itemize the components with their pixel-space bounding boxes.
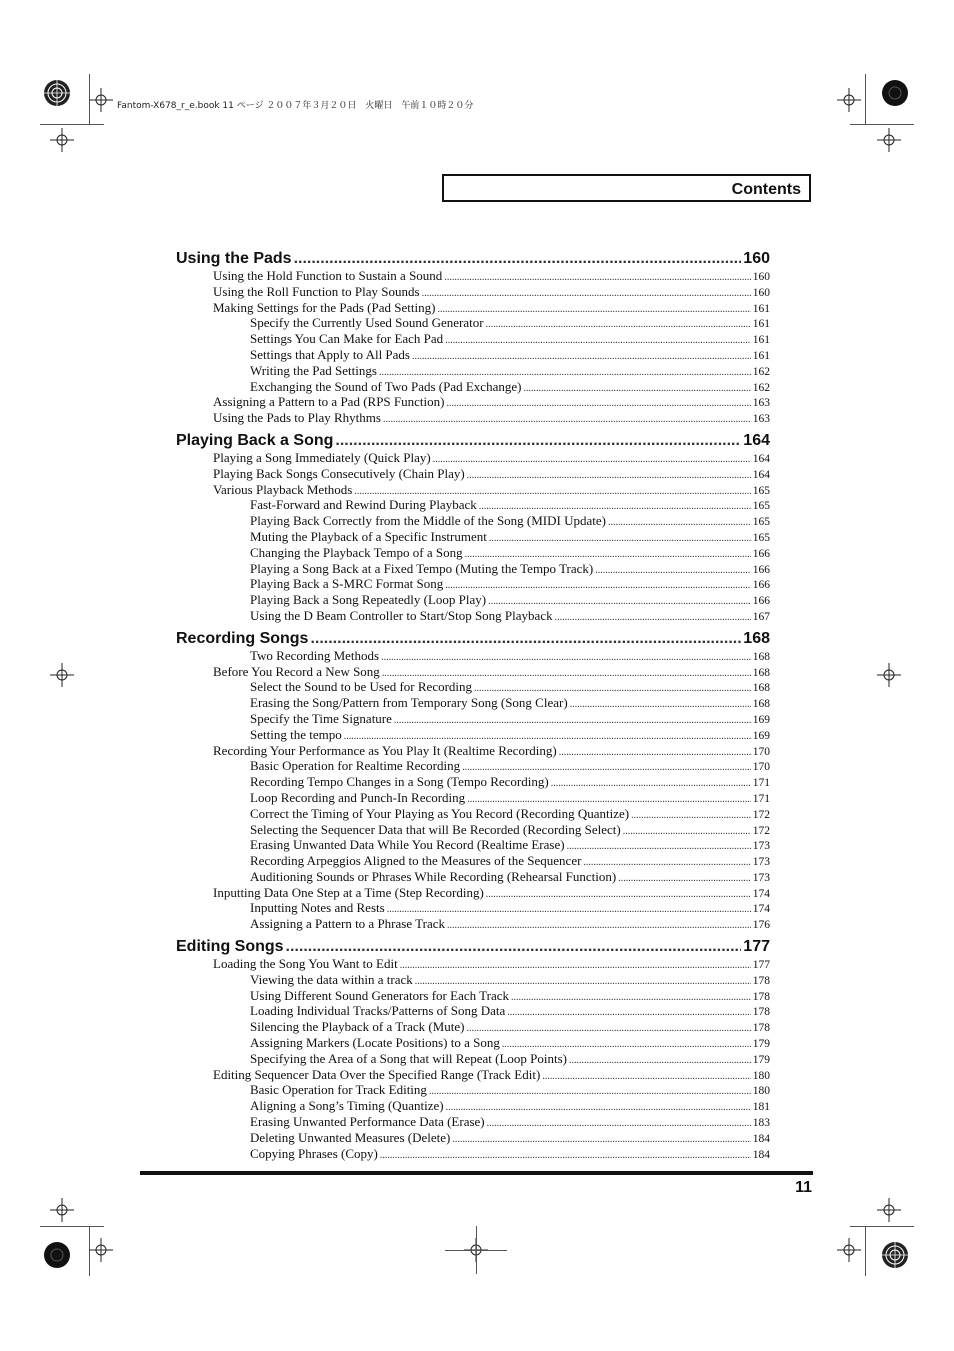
dot-leader — [446, 396, 750, 412]
toc-entry-title: Settings that Apply to All Pads — [250, 346, 410, 362]
dot-leader — [523, 381, 750, 397]
toc-entry-title: Making Settings for the Pads (Pad Setting) — [213, 299, 436, 315]
toc-entry[interactable] — [176, 1082, 770, 1098]
page-number: 11 — [795, 1179, 812, 1196]
toc-entry-title: Playing Back a S-MRC Format Song — [250, 576, 444, 592]
toc-entry[interactable] — [176, 790, 770, 806]
toc-entry-page: 177 — [752, 959, 770, 972]
section-title: Contents — [731, 181, 801, 198]
dot-leader — [437, 302, 750, 318]
toc-entry[interactable] — [176, 711, 770, 727]
dot-leader — [567, 839, 751, 855]
crosshair-icon — [50, 1198, 74, 1222]
dot-leader — [551, 776, 751, 792]
toc-entry-page: 163 — [752, 413, 770, 426]
toc-entry-page: 165 — [752, 531, 770, 544]
toc-entry-title: Copying Phrases (Copy) — [250, 1145, 378, 1161]
dot-leader — [608, 515, 751, 531]
toc-entry-page: 179 — [752, 1053, 770, 1066]
toc-entry[interactable] — [176, 972, 770, 988]
toc-entry[interactable] — [176, 853, 770, 869]
toc-entry-page: 165 — [752, 484, 770, 497]
crop-mark — [40, 124, 104, 125]
dot-leader — [446, 1100, 751, 1116]
toc-entry-title: Silencing the Playback of a Track (Mute) — [250, 1019, 465, 1035]
toc-entry[interactable] — [176, 1146, 770, 1162]
toc-entry-page: 161 — [752, 318, 770, 331]
toc-entry-page: 167 — [752, 610, 770, 623]
toc-entry-page: 168 — [752, 666, 770, 679]
toc-chapter-entry[interactable] — [176, 630, 770, 648]
toc-entry[interactable] — [176, 363, 770, 379]
table-of-contents — [176, 250, 770, 1161]
toc-entry[interactable] — [176, 1098, 770, 1114]
toc-entry-title: Editing Songs — [176, 938, 284, 956]
toc-entry[interactable] — [176, 608, 770, 624]
toc-entry-title: Writing the Pad Settings — [250, 362, 377, 378]
toc-entry[interactable] — [176, 379, 770, 395]
toc-entry[interactable] — [176, 347, 770, 363]
crosshair-icon — [50, 663, 74, 687]
dot-leader — [486, 317, 751, 333]
crop-mark — [850, 124, 914, 125]
footer-rule — [140, 1171, 813, 1175]
toc-entry[interactable] — [176, 315, 770, 331]
dot-leader — [383, 412, 751, 428]
toc-entry-title: Specify the Time Signature — [250, 710, 392, 726]
toc-entry-title: Erasing the Song/Pattern from Temporary Song (Song Clear) — [250, 695, 568, 711]
dot-leader — [445, 578, 751, 594]
toc-entry[interactable] — [176, 988, 770, 1004]
toc-entry-page: 173 — [752, 871, 770, 884]
registration-target-icon — [42, 1240, 72, 1270]
toc-entry-page: 161 — [752, 349, 770, 362]
crosshair-icon — [837, 1238, 861, 1262]
toc-entry-title: Muting the Playback of a Specific Instrument — [250, 528, 487, 544]
toc-entry-title: Playing Back Correctly from the Middle of the Song (MIDI Update) — [250, 513, 606, 529]
toc-entry-title: Recording Songs — [176, 629, 309, 647]
toc-entry-title: Two Recording Methods — [250, 647, 380, 663]
toc-entry-title: Before You Record a New Song — [213, 663, 380, 679]
toc-chapter-entry[interactable] — [176, 938, 770, 956]
crop-mark — [865, 74, 866, 124]
toc-entry-page: 165 — [752, 516, 770, 529]
toc-entry-title: Setting the tempo — [250, 726, 342, 742]
crosshair-icon — [877, 128, 901, 152]
toc-entry-page: 162 — [752, 381, 770, 394]
toc-entry-title: Playing Back a Song — [176, 431, 334, 449]
toc-entry[interactable] — [176, 497, 770, 513]
toc-entry-title: Specifying the Area of a Song that will Repeat (Loop Points) — [250, 1050, 567, 1066]
toc-entry-title: Using the Roll Function to Play Sounds — [213, 283, 420, 299]
toc-entry[interactable] — [176, 466, 770, 482]
toc-entry-page: 171 — [752, 777, 770, 790]
toc-chapter-entry[interactable] — [176, 250, 770, 268]
toc-entry-page: 173 — [752, 856, 770, 869]
toc-entry[interactable] — [176, 284, 770, 300]
toc-entry-page: 168 — [752, 682, 770, 695]
toc-entry[interactable] — [176, 1130, 770, 1146]
crosshair-icon — [50, 128, 74, 152]
toc-entry-title: Playing Back a Song Repeatedly (Loop Play) — [250, 592, 487, 608]
toc-entry[interactable] — [176, 410, 770, 426]
toc-entry-page: 169 — [752, 729, 770, 742]
toc-entry-page: 178 — [752, 1006, 770, 1019]
toc-entry[interactable] — [176, 774, 770, 790]
toc-entry[interactable] — [176, 837, 770, 853]
toc-entry-title: Selecting the Sequencer Data that will Be Recorded (Recording Select) — [250, 821, 621, 837]
toc-entry-title: Editing Sequencer Data Over the Specified Range (Track Edit) — [213, 1066, 541, 1082]
toc-entry-page: 178 — [752, 1022, 770, 1035]
toc-entry-page: 160 — [752, 271, 770, 283]
toc-entry-page: 169 — [752, 713, 770, 726]
dot-leader — [400, 958, 751, 974]
toc-entry-page: 176 — [752, 919, 770, 932]
dot-leader — [381, 650, 751, 666]
toc-entry[interactable] — [176, 1035, 770, 1051]
registration-target-icon — [880, 1240, 910, 1270]
toc-entry-title: Changing the Playback Tempo of a Song — [250, 544, 463, 560]
toc-entry-title: Inputting Notes and Rests — [250, 900, 385, 916]
toc-entry-title: Specify the Currently Used Sound Generator — [250, 315, 484, 331]
toc-entry-page: 174 — [752, 903, 770, 916]
toc-entry[interactable] — [176, 529, 770, 545]
crop-mark — [865, 1226, 866, 1276]
toc-entry-page: 177 — [743, 938, 770, 956]
toc-entry[interactable] — [176, 545, 770, 561]
toc-entry-page: 180 — [752, 1085, 770, 1098]
toc-entry-title: Playing a Song Immediately (Quick Play) — [213, 449, 431, 465]
toc-entry[interactable] — [176, 1051, 770, 1067]
toc-entry-page: 165 — [752, 500, 770, 513]
toc-entry-title: Aligning a Song’s Timing (Quantize) — [250, 1098, 444, 1114]
toc-entry-title: Deleting Unwanted Measures (Delete) — [250, 1129, 451, 1145]
toc-entry-page: 170 — [752, 745, 770, 758]
toc-entry-page: 166 — [752, 579, 770, 592]
toc-entry[interactable] — [176, 743, 770, 759]
toc-entry[interactable] — [176, 1114, 770, 1130]
toc-entry[interactable] — [176, 885, 770, 901]
dot-leader — [631, 808, 751, 824]
toc-entry[interactable] — [176, 679, 770, 695]
toc-entry[interactable] — [176, 916, 770, 932]
toc-entry-title: Assigning a Pattern to a Phrase Track — [250, 916, 445, 932]
toc-entry-title: Loading the Song You Want to Edit — [213, 956, 398, 972]
toc-entry-page: 161 — [752, 334, 770, 347]
toc-entry-page: 174 — [752, 887, 770, 900]
dot-leader — [507, 1005, 750, 1021]
toc-entry-page: 164 — [752, 452, 770, 465]
dot-leader — [511, 990, 751, 1006]
toc-entry-page: 168 — [743, 629, 770, 647]
toc-entry-page: 184 — [752, 1132, 770, 1145]
toc-entry[interactable] — [176, 695, 770, 711]
toc-entry[interactable] — [176, 576, 770, 592]
section-title-box — [442, 174, 811, 202]
toc-entry[interactable] — [176, 561, 770, 577]
dot-leader — [595, 563, 751, 579]
toc-entry-title: Using the Pads — [176, 250, 292, 267]
toc-entry-title: Using the D Beam Controller to Start/Stop Song Playback — [250, 607, 553, 623]
toc-entry-title: Loading Individual Tracks/Patterns of Song Data — [250, 1003, 506, 1019]
dot-leader — [618, 871, 751, 887]
toc-entry[interactable] — [176, 300, 770, 316]
toc-entry-title: Assigning Markers (Locate Positions) to a Song — [250, 1035, 500, 1051]
toc-entry[interactable] — [176, 592, 770, 608]
toc-entry-title: Settings You Can Make for Each Pad — [250, 331, 444, 347]
toc-entry[interactable] — [176, 869, 770, 885]
toc-entry-title: Select the Sound to be Used for Recording — [250, 679, 473, 695]
toc-entry[interactable] — [176, 727, 770, 743]
crosshair-icon — [89, 88, 113, 112]
toc-entry-title: Auditioning Sounds or Phrases While Recording (Rehearsal Function) — [250, 868, 617, 884]
dot-leader — [286, 938, 742, 956]
toc-entry-page: 178 — [752, 990, 770, 1003]
toc-entry-page: 183 — [752, 1117, 770, 1130]
dot-leader — [467, 468, 751, 484]
dot-leader — [445, 333, 751, 349]
dot-leader — [444, 270, 750, 286]
toc-entry-page: 171 — [752, 792, 770, 805]
toc-entry-page: 163 — [752, 397, 770, 410]
toc-entry-title: Correct the Timing of Your Playing as You Record (Recording Quantize) — [250, 805, 630, 821]
dot-leader — [542, 1069, 750, 1085]
toc-entry-title: Fast-Forward and Rewind During Playback — [250, 497, 477, 513]
crosshair-icon — [89, 1238, 113, 1262]
toc-entry-title: Erasing Unwanted Performance Data (Erase) — [250, 1114, 485, 1130]
dot-leader — [555, 610, 751, 626]
toc-entry[interactable] — [176, 482, 770, 498]
toc-entry-title: Viewing the data within a track — [250, 971, 413, 987]
toc-entry-page: 161 — [752, 302, 770, 315]
toc-entry-page: 166 — [752, 595, 770, 608]
toc-entry-title: Recording Your Performance as You Play It (Realtime Recording) — [213, 742, 557, 758]
dot-leader — [452, 1132, 750, 1148]
crop-mark — [850, 1226, 914, 1227]
dot-leader — [335, 432, 741, 450]
toc-entry-page: 180 — [752, 1069, 770, 1082]
toc-entry-title: Basic Operation for Track Editing — [250, 1082, 427, 1098]
toc-entry[interactable] — [176, 1019, 770, 1035]
toc-entry[interactable] — [176, 394, 770, 410]
dot-leader — [447, 918, 751, 934]
toc-entry-title: Loop Recording and Punch-In Recording — [250, 789, 466, 805]
toc-entry-page: 160 — [743, 250, 770, 267]
toc-entry-page: 179 — [752, 1038, 770, 1051]
toc-entry-page: 168 — [752, 698, 770, 711]
toc-entry-title: Inputting Data One Step at a Time (Step Recording) — [213, 884, 484, 900]
dot-leader — [623, 824, 751, 840]
toc-entry-page: 168 — [752, 650, 770, 663]
dot-leader — [487, 1116, 751, 1132]
toc-entry-title: Erasing Unwanted Data While You Record (Realtime Erase) — [250, 837, 565, 853]
toc-entry-page: 170 — [752, 761, 770, 774]
registration-target-icon — [42, 78, 72, 108]
dot-leader — [412, 349, 751, 365]
toc-entry[interactable] — [176, 956, 770, 972]
toc-entry-page: 160 — [752, 286, 770, 299]
crosshair-icon — [837, 88, 861, 112]
toc-chapter-entry[interactable] — [176, 432, 770, 450]
toc-entry[interactable] — [176, 1067, 770, 1083]
toc-entry-title: Playing Back Songs Consecutively (Chain Play) — [213, 465, 465, 481]
toc-entry-title: Assigning a Pattern to a Pad (RPS Function) — [213, 394, 445, 410]
crop-mark — [476, 1226, 477, 1274]
file-header: Fantom-X678_r_e.book 11 ページ ２００７年３月２０日 火曜日 午前１０時２０分 — [117, 101, 474, 111]
toc-entry-title: Exchanging the Sound of Two Pads (Pad Exchange) — [250, 378, 522, 394]
toc-entry[interactable] — [176, 1003, 770, 1019]
dot-leader — [380, 1148, 751, 1164]
toc-entry-title: Using the Hold Function to Sustain a Sound — [213, 268, 443, 283]
toc-entry-title: Using Different Sound Generators for Each Track — [250, 987, 509, 1003]
toc-entry-page: 164 — [752, 468, 770, 481]
toc-entry[interactable] — [176, 900, 770, 916]
toc-entry-page: 166 — [752, 563, 770, 576]
toc-entry-title: Various Playback Methods — [213, 481, 353, 497]
crosshair-icon — [877, 663, 901, 687]
dot-leader — [394, 713, 751, 729]
crop-mark — [40, 1226, 104, 1227]
dot-leader — [422, 286, 751, 302]
dot-leader — [466, 1021, 750, 1037]
toc-entry[interactable] — [176, 648, 770, 664]
toc-entry[interactable] — [176, 331, 770, 347]
toc-entry-page: 166 — [752, 547, 770, 560]
dot-leader — [310, 630, 741, 648]
dot-leader — [294, 250, 742, 268]
dot-leader — [486, 887, 751, 903]
dot-leader — [489, 531, 751, 547]
toc-entry-title: Basic Operation for Realtime Recording — [250, 758, 461, 774]
toc-entry-title: Playing a Song Back at a Fixed Tempo (Muting the Tempo Track) — [250, 560, 594, 576]
toc-entry-title: Recording Arpeggios Aligned to the Measures of the Sequencer — [250, 853, 582, 869]
toc-entry[interactable] — [176, 450, 770, 466]
toc-entry[interactable] — [176, 513, 770, 529]
toc-entry-title: Using the Pads to Play Rhythms — [213, 410, 381, 426]
toc-entry-page: 181 — [752, 1101, 770, 1114]
toc-entry-title: Recording Tempo Changes in a Song (Tempo Recording) — [250, 774, 549, 790]
toc-entry[interactable] — [176, 758, 770, 774]
toc-entry-page: 172 — [752, 824, 770, 837]
toc-entry-page: 164 — [743, 431, 770, 449]
toc-entry-page: 184 — [752, 1148, 770, 1161]
registration-target-icon — [880, 78, 910, 108]
toc-entry[interactable] — [176, 268, 770, 284]
dot-leader — [569, 1053, 751, 1069]
dot-leader — [570, 697, 751, 713]
dot-leader — [433, 452, 751, 468]
crosshair-icon — [877, 1198, 901, 1222]
toc-entry[interactable] — [176, 664, 770, 680]
toc-entry-page: 173 — [752, 840, 770, 853]
toc-entry-page: 178 — [752, 974, 770, 987]
dot-leader — [429, 1084, 751, 1100]
toc-entry-page: 172 — [752, 808, 770, 821]
toc-entry-page: 162 — [752, 365, 770, 378]
toc-entry[interactable] — [176, 822, 770, 838]
dot-leader — [559, 745, 751, 761]
toc-entry[interactable] — [176, 806, 770, 822]
